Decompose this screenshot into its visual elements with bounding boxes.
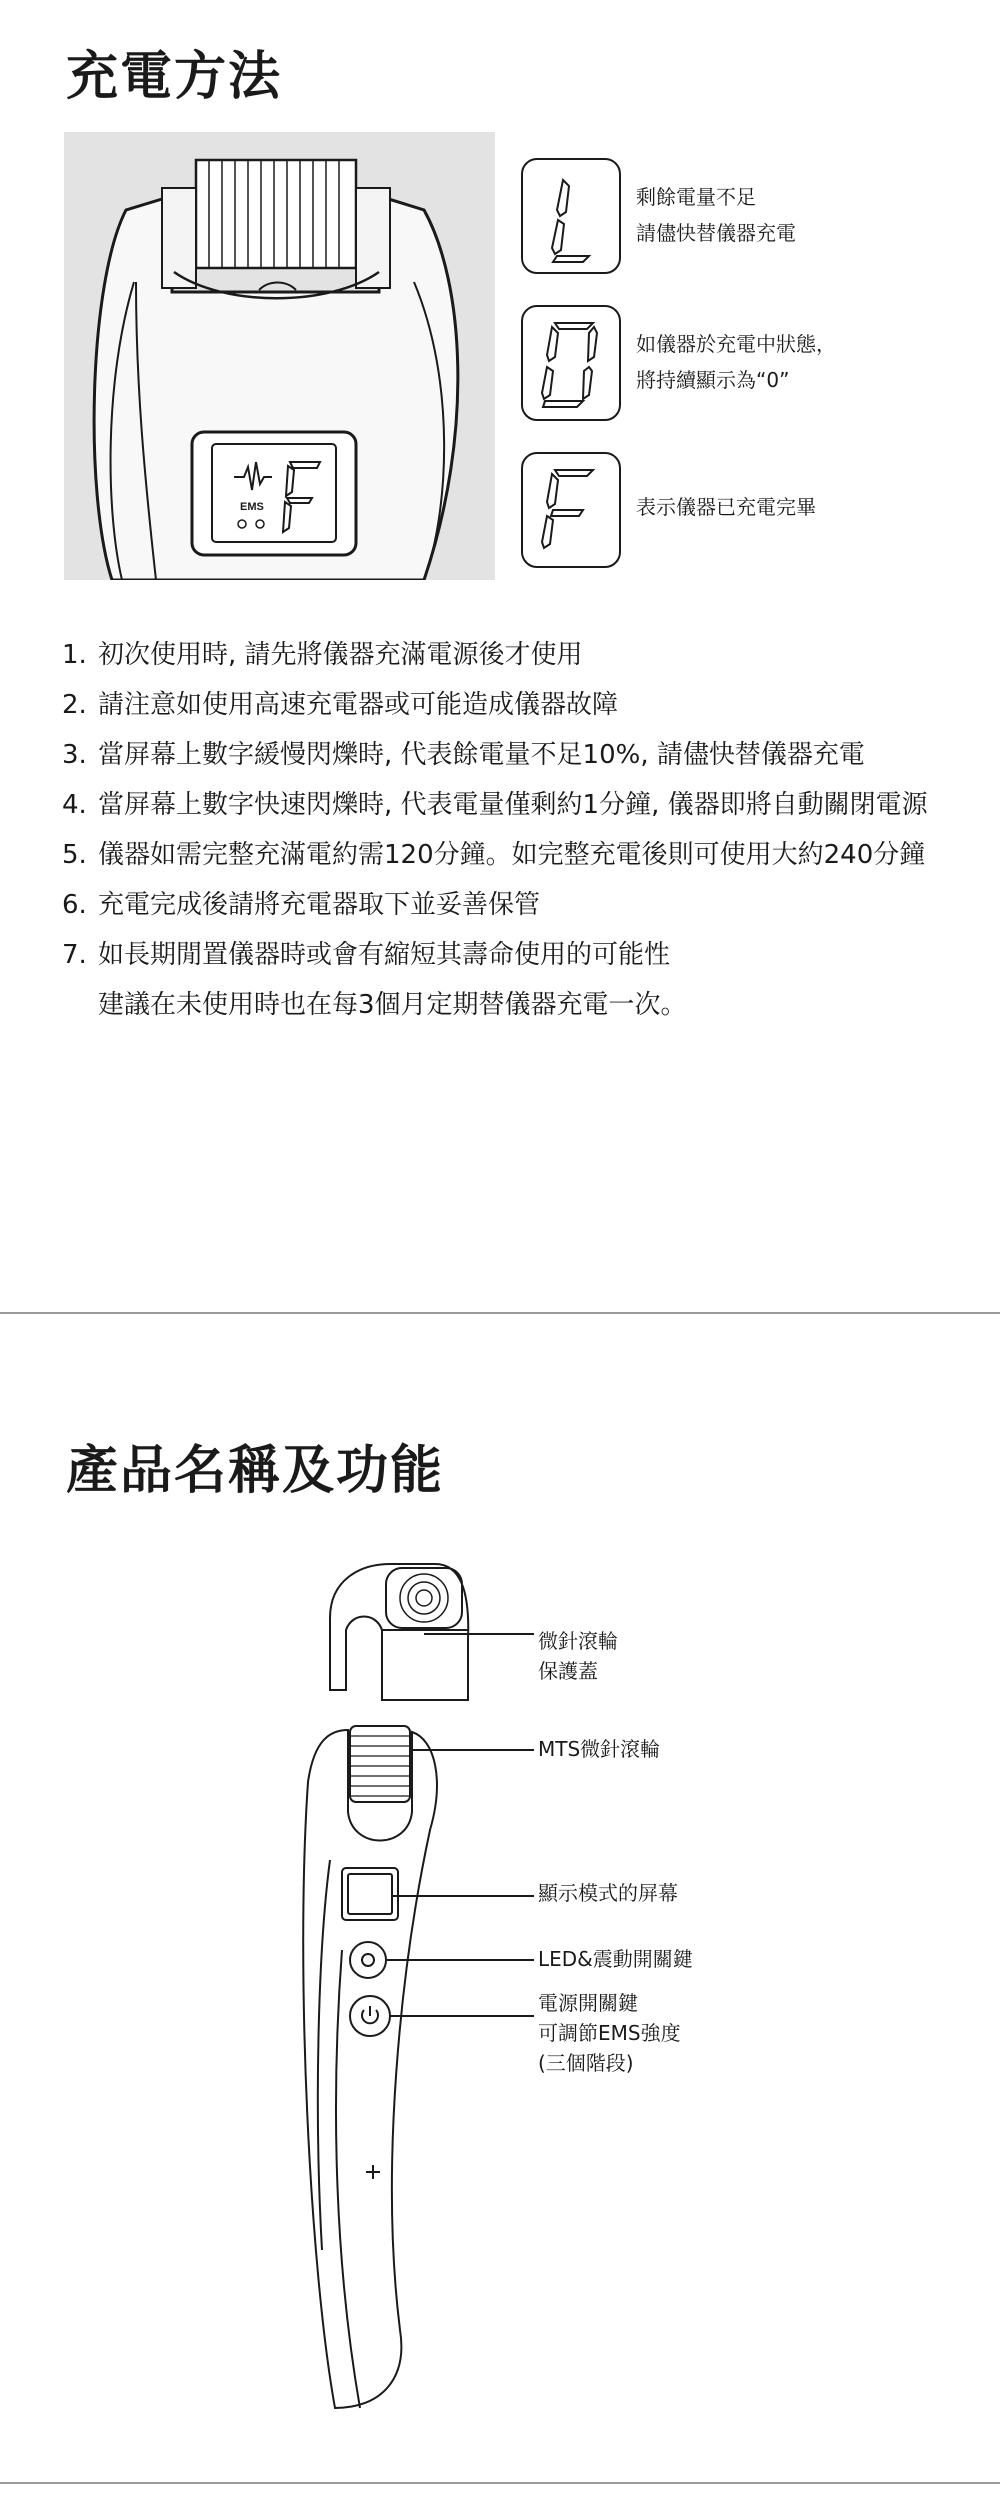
callout-led-vibration-button [538, 1944, 693, 1974]
callout-mts-roller [538, 1734, 660, 1764]
charging-notes-list [62, 630, 928, 1030]
note-item [62, 630, 928, 680]
callout-roller-cap [538, 1626, 618, 1686]
legend-line: 剩餘電量不足 [636, 185, 756, 209]
section-divider [0, 1312, 1000, 1314]
digit-zero-icon [523, 307, 619, 419]
callout-line: LED&震動開關鍵 [538, 1947, 693, 1971]
lcd-ems-label: EMS [240, 501, 264, 513]
charging-device-illustration [64, 132, 495, 580]
digit-f-icon [523, 454, 619, 566]
charging-device-photo [64, 132, 495, 580]
legend-text-charging [636, 326, 836, 398]
callout-line: 顯示模式的屏幕 [538, 1881, 678, 1905]
note-item [62, 930, 928, 980]
callout-line: MTS微針滾輪 [538, 1737, 661, 1761]
legend-text-low-battery [636, 179, 796, 251]
note-number: 1. [62, 640, 87, 670]
note-number: 7. [62, 940, 87, 970]
legend-line: 將持續顯示為“0” [636, 368, 790, 392]
note-text: 充電完成後請將充電器取下並妥善保管 [98, 890, 541, 920]
callout-line: 電源開關鍵 [538, 1991, 638, 2015]
note-item [62, 830, 928, 880]
note-number: 4. [62, 790, 87, 820]
note-text: 儀器如需完整充滿電約需120分鐘。如完整充電後則可使用大約240分鐘 [98, 840, 926, 870]
note-number: 6. [62, 890, 87, 920]
legend-icon-full [521, 452, 621, 568]
charging-title: 充電方法 [66, 47, 283, 107]
note-text: 請注意如使用高速充電器或可能造成儀器故障 [98, 690, 619, 720]
legend-line: 請儘快替儀器充電 [636, 221, 796, 245]
legend-line: 如儀器於充電中狀態， [636, 332, 836, 356]
note-number: 3. [62, 740, 87, 770]
note-text: 如長期閒置儀器時或會有縮短其壽命使用的可能性 [98, 940, 671, 970]
note-item [62, 730, 928, 780]
note-item [62, 880, 928, 930]
note-number: 5. [62, 840, 87, 870]
callout-line: 保護蓋 [538, 1659, 598, 1683]
product-title: 產品名稱及功能 [66, 1441, 445, 1501]
callout-line: (三個階段) [538, 2051, 634, 2075]
legend-text-full [636, 489, 816, 525]
callout-line: 可調節EMS強度 [538, 2021, 681, 2045]
note-item-continued [62, 980, 928, 1030]
legend-icon-charging [521, 305, 621, 421]
digit-l-icon [523, 160, 619, 272]
note-text: 當屏幕上數字快速閃爍時, 代表電量僅剩約1分鐘, 儀器即將自動關閉電源 [98, 790, 928, 820]
note-number: 2. [62, 690, 87, 720]
callout-line: 微針滾輪 [538, 1629, 618, 1653]
callout-display-screen [538, 1878, 678, 1908]
legend-icon-low-battery [521, 158, 621, 274]
callout-power-button [538, 1988, 681, 2078]
section-divider [0, 2482, 1000, 2484]
note-text: 初次使用時, 請先將儀器充滿電源後才使用 [98, 640, 583, 670]
note-text: 當屏幕上數字緩慢閃爍時, 代表餘電量不足10%, 請儘快替儀器充電 [98, 740, 865, 770]
note-text: 建議在未使用時也在每3個月定期替儀器充電一次。 [98, 990, 687, 1020]
legend-line: 表示儀器已充電完畢 [636, 495, 816, 519]
note-item [62, 680, 928, 730]
note-item [62, 780, 928, 830]
